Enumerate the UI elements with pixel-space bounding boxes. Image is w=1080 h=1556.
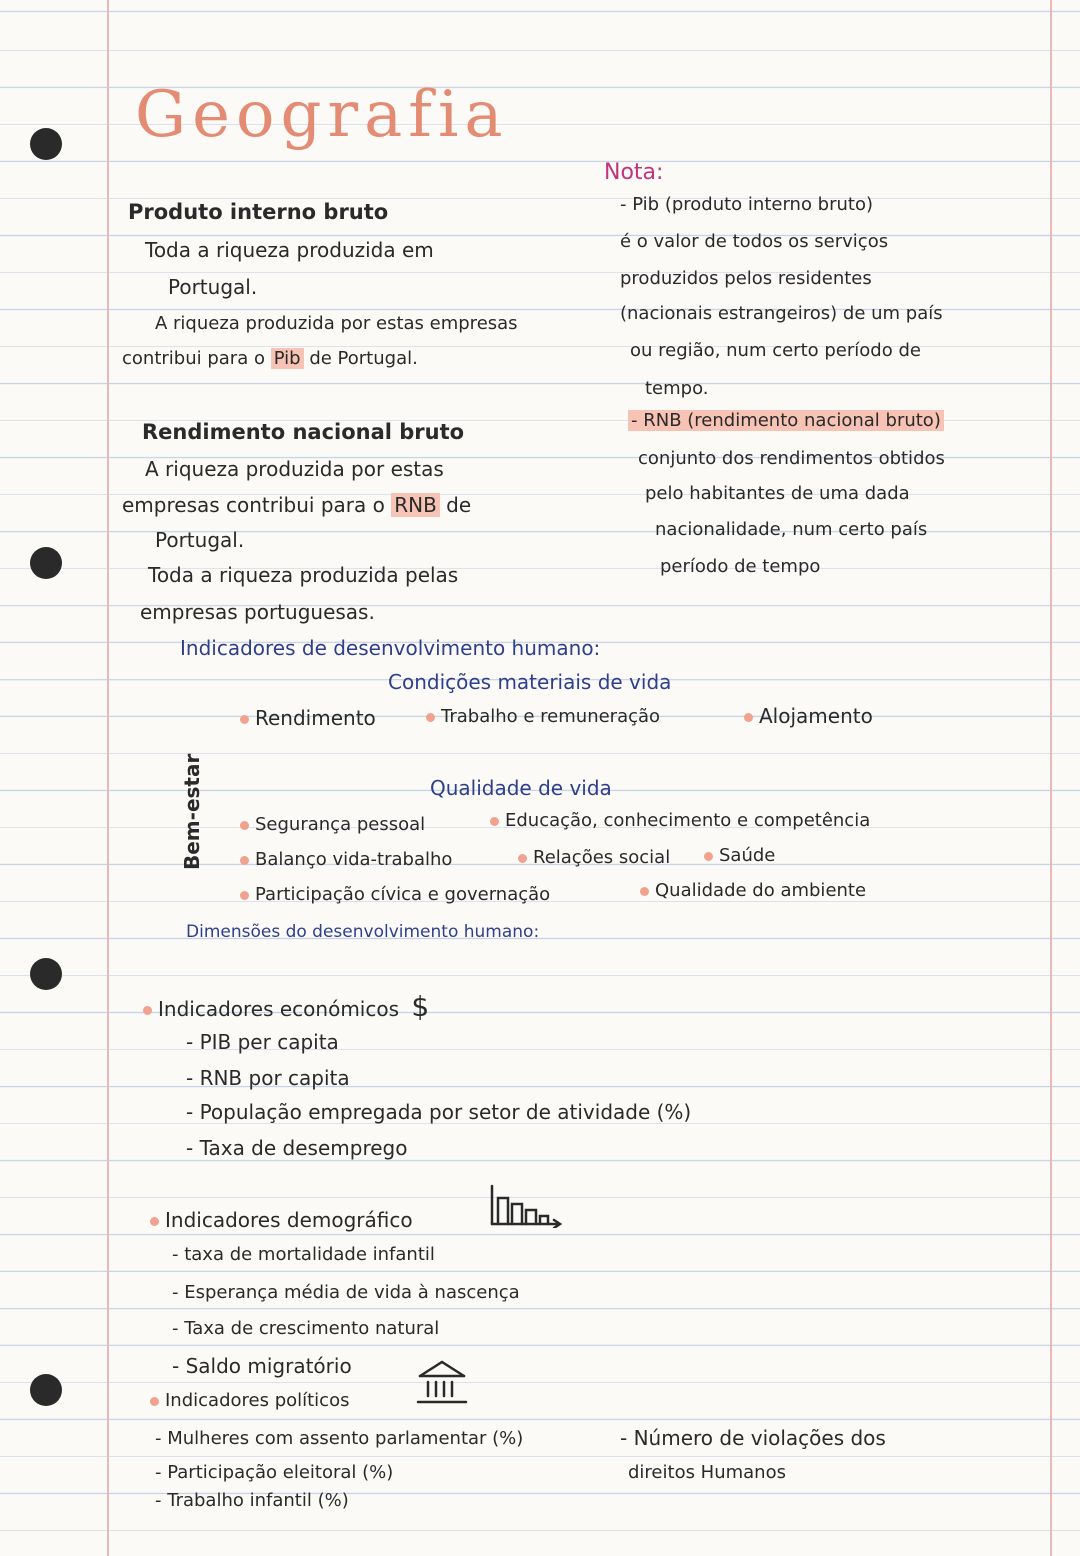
binder-hole [30, 128, 62, 160]
rnb-line: Toda a riqueza produzida pelas [148, 563, 459, 587]
politicos-item-right: direitos Humanos [628, 1462, 786, 1483]
qual-item [240, 884, 550, 905]
politicos-item: - Trabalho infantil (%) [155, 1490, 349, 1511]
bullet-icon [143, 1006, 152, 1015]
qual-item-label: Saúde [719, 845, 776, 866]
bullet-icon [240, 821, 249, 830]
politicos-label: Indicadores políticos [165, 1390, 350, 1411]
qual-item [640, 880, 866, 901]
qual-item-label: Balanço vida-trabalho [255, 849, 453, 870]
binder-hole [30, 1374, 62, 1406]
pib-text: contribui para o [122, 348, 265, 369]
cond-item-label: Trabalho e remuneração [441, 706, 661, 727]
qual-item [490, 810, 870, 831]
qual-item-label: Educação, conhecimento e competência [505, 810, 871, 831]
demograficos-label: Indicadores demográfico [165, 1208, 413, 1232]
bem-estar-label: Bem-estar [180, 753, 204, 870]
rnb-heading: Rendimento nacional bruto [142, 420, 465, 444]
nota-line: ou região, num certo período de [630, 340, 921, 361]
rnb-text: empresas contribui para o [122, 493, 385, 517]
qual-item [518, 847, 670, 868]
nota-line: conjunto dos rendimentos obtidos [638, 448, 945, 469]
bullet-icon [240, 715, 249, 724]
pib-text: de Portugal. [309, 348, 418, 369]
bullet-icon [744, 713, 753, 722]
bullet-icon [150, 1397, 159, 1406]
qual-heading: Qualidade de vida [430, 776, 612, 800]
rnb-line: empresas portuguesas. [140, 600, 375, 624]
cond-item [744, 704, 873, 728]
bullet-icon [640, 887, 649, 896]
rnb-line: Portugal. [155, 528, 245, 552]
bar-chart-icon [488, 1184, 568, 1228]
nota-line: é o valor de todos os serviços [620, 231, 889, 252]
cond-item-label: Alojamento [759, 704, 873, 728]
right-margin-line [1050, 0, 1052, 1556]
pib-line: Toda a riqueza produzida em [145, 238, 434, 262]
rnb-text: de [446, 493, 472, 517]
cond-item [426, 706, 660, 727]
dollar-icon: $ [411, 990, 430, 1023]
qual-item-label: Participação cívica e governação [255, 884, 551, 905]
politicos-heading [150, 1390, 349, 1411]
binder-hole [30, 958, 62, 990]
economicos-item: - RNB por capita [186, 1066, 350, 1090]
dimensoes-heading: Dimensões do desenvolvimento humano: [186, 922, 540, 942]
politicos-item: - Mulheres com assento parlamentar (%) [155, 1428, 524, 1449]
nota-line [628, 410, 944, 431]
economicos-heading [143, 990, 429, 1023]
nota-line: produzidos pelos residentes [620, 268, 872, 289]
politicos-item-right: - Número de violações dos [620, 1426, 886, 1450]
page-title: Geografia [135, 78, 509, 152]
nota-rnb-highlight: - RNB (rendimento nacional bruto) [628, 410, 944, 431]
economicos-item: - Taxa de desemprego [186, 1136, 408, 1160]
nota-line: tempo. [645, 378, 709, 399]
demograficos-item: - taxa de mortalidade infantil [172, 1244, 435, 1265]
cond-heading: Condições materiais de vida [388, 670, 672, 694]
bullet-icon [240, 891, 249, 900]
bullet-icon [518, 854, 527, 863]
qual-item [240, 814, 425, 835]
nota-line: (nacionais estrangeiros) de um país [620, 303, 943, 324]
pib-heading: Produto interno bruto [128, 200, 389, 224]
nota-line: nacionalidade, num certo país [655, 519, 928, 540]
demograficos-item: - Esperança média de vida à nascença [172, 1282, 520, 1303]
rnb-line [122, 493, 471, 517]
left-margin-line [107, 0, 109, 1556]
bullet-icon [240, 856, 249, 865]
cond-item [240, 706, 376, 730]
politicos-item: - Participação eleitoral (%) [155, 1462, 394, 1483]
rnb-highlight: RNB [391, 493, 440, 517]
bullet-icon [150, 1217, 159, 1226]
pib-line [122, 348, 418, 369]
pib-line: Portugal. [168, 275, 258, 299]
demograficos-heading [150, 1208, 413, 1232]
economicos-item: - População empregada por setor de atividade (%) [186, 1100, 692, 1124]
nota-label: Nota: [604, 160, 664, 185]
binder-hole [30, 547, 62, 579]
bullet-icon [704, 852, 713, 861]
pib-line: A riqueza produzida por estas empresas [155, 313, 518, 334]
demograficos-item: - Taxa de crescimento natural [172, 1318, 440, 1339]
demograficos-item: - Saldo migratório [172, 1354, 352, 1378]
nota-line: período de tempo [660, 556, 821, 577]
qual-item-label: Relações social [533, 847, 671, 868]
cond-item-label: Rendimento [255, 706, 376, 730]
idh-heading: Indicadores de desenvolvimento humano: [180, 636, 601, 660]
economicos-label: Indicadores económicos [158, 997, 400, 1021]
government-building-icon [414, 1358, 470, 1408]
rnb-line: A riqueza produzida por estas [145, 457, 444, 481]
qual-item-label: Segurança pessoal [255, 814, 426, 835]
qual-item [704, 845, 775, 866]
qual-item [240, 849, 452, 870]
economicos-item: - PIB per capita [186, 1030, 339, 1054]
bullet-icon [426, 713, 435, 722]
pib-highlight: Pib [271, 348, 304, 369]
qual-item-label: Qualidade do ambiente [655, 880, 867, 901]
bullet-icon [490, 817, 499, 826]
nota-line: - Pib (produto interno bruto) [620, 194, 874, 215]
nota-line: pelo habitantes de uma dada [645, 483, 910, 504]
